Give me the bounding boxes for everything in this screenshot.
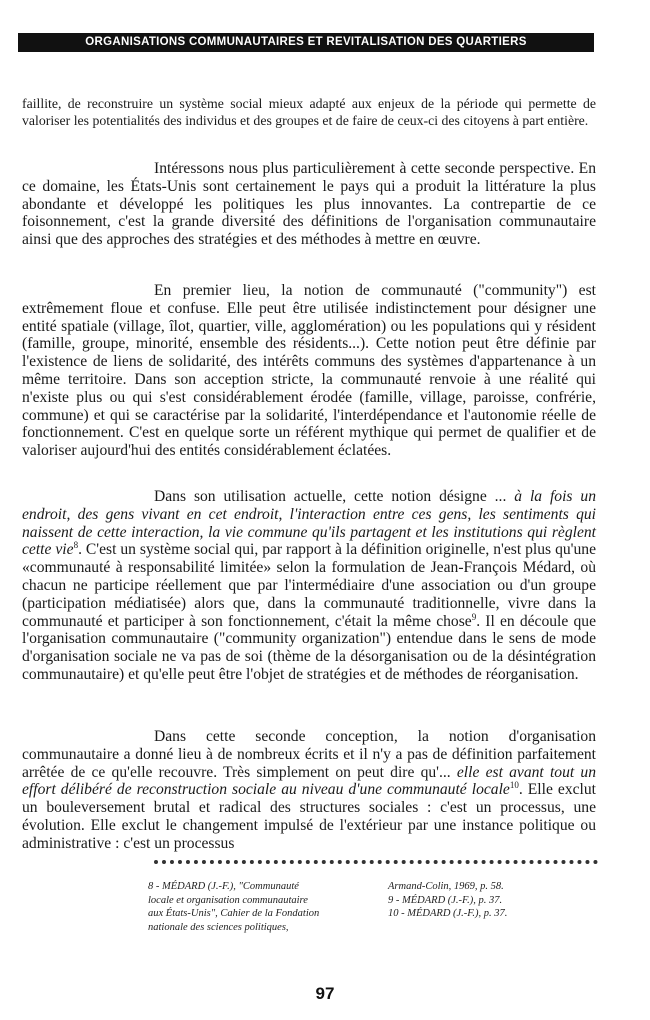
footnote-ref-8: 8 [73, 540, 79, 551]
footnotes-left-column [148, 880, 358, 934]
paragraph-2-text: Intéressons nous plus particulièrement à cette seconde perspective. En ce domaine, les États-Unis sont certainement le pays qui a produit la littérature la plus abondante et développé les politiques les plus innovantes. La contrepartie de ce foisonnement, c'est la grande diversité des définitions de l'organisation communautaire ainsi que des approches des stratégies et des méthodes à mettre en œuvre. [22, 160, 596, 249]
paragraph-4-end: . Il en découle que l'organisation communautaire ("community organization") entendue dans le sens de mode d'organisation sociale ne va pas de soi (thème de la désorganisation ou de la désintégration communautaire) et qu'elle peut être l'objet de stratégies et de méthodes de réorganisation. [22, 612, 596, 683]
paragraph-1: faillite, de reconstruire un système social mieux adapté aux enjeux de la période qui permette de valoriser les potentialités des individus et des groupes et de faire de ceux-ci des citoyens à part entière. [22, 96, 596, 128]
footnote-ref-9: 9 [471, 611, 477, 622]
footnote-line: 9 - MÉDARD (J.-F.), p. 37. [388, 894, 503, 906]
footnote-line: nationale des sciences politiques, [148, 921, 289, 933]
footnote-line: Armand-Colin, 1969, p. 58. [388, 881, 504, 892]
paragraph-2 [22, 160, 596, 249]
paragraph-5 [22, 728, 596, 853]
paragraph-3-text: En premier lieu, la notion de communauté ("community") est extrêmement floue et confuse. Elle peut être utilisée indistinctement pour désigner une entité spatiale (village, îlot, quartier, ville, agglomération) ou les populations qui y résident (famille, groupe, minorité, ensemble des résidents...). Cette notion peut être définie par l'existence de liens de solidarité, des intérêts communs des systèmes d'appartenance à un même territoire. Dans son acception stricte, la communauté renvoie à une réalité qui n'existe plus ou qui s'est considérablement érodée (famille, village, paroisse, confrérie, commune) et qui se caractérise par la solidarité, l'interdépendance et l'autonomie réelle de fonctionnement. C'est en quelque sorte un référent mythique qui permet de qualifier et de valoriser aujourd'hui des entités considérablement éclatées. [22, 282, 596, 460]
running-header: ORGANISATIONS COMMUNAUTAIRES ET REVITALISATION DES QUARTIERS [18, 33, 594, 52]
page-number: 97 [315, 984, 335, 1003]
footnote-line: aux États-Unis", Cahier de la Fondation [148, 908, 320, 919]
footnote-line: 8 - MÉDARD (J.-F.), "Communauté [148, 881, 299, 892]
footnote-separator [154, 860, 598, 868]
paragraph-4-middle: . C'est un système social qui, par rapport à la définition originelle, n'est plus qu'une «communauté à responsabilité limitée» selon la formulation de Jean-François Médard, où chacun ne participe réellement que par l'intermédiaire d'une association ou d'un groupe (participation médiatisée) alors que, dans la communauté traditionnelle, vivre dans la communauté et participer à son fonctionnement, c'était la même chose [22, 541, 596, 630]
footnote-line: locale et organisation communautaire [148, 894, 308, 906]
paragraph-4 [22, 488, 596, 684]
paragraph-4-intro: Dans son utilisation actuelle, cette notion désigne ... [154, 488, 515, 505]
footnote-ref-10: 10 [509, 780, 519, 791]
paragraph-4-quote: à la fois un endroit, des gens vivant en cet endroit, l'interaction entre ces gens, les sentiments qui naissent de cette interaction, la vie commune qu'ils partagent et les institutions qui règlent cette vie [22, 488, 596, 559]
paragraph-5-intro: Dans cette seconde conception, la notion d'organisation communautaire a donné lieu à de nombreux écrits et il n'y a pas de définition parfaitement arrêtée de ce qu'elle recouvre. Très simplement on peut dire qu'... [22, 728, 596, 781]
paragraph-5-quote: elle est avant tout un effort délibéré de reconstruction sociale au niveau d'une communauté locale [22, 763, 596, 799]
paragraph-5-end: . Elle exclut un bouleversement brutal et radical des structures sociales : c'est un processus, une évolution. Elle exclut le changement impulsé de l'extérieur par une instance politique ou administrative : c'est un processus [22, 781, 596, 852]
footnotes-right-column [388, 880, 598, 921]
paragraph-3 [22, 282, 596, 460]
footnote-line: 10 - MÉDARD (J.-F.), p. 37. [388, 908, 508, 919]
